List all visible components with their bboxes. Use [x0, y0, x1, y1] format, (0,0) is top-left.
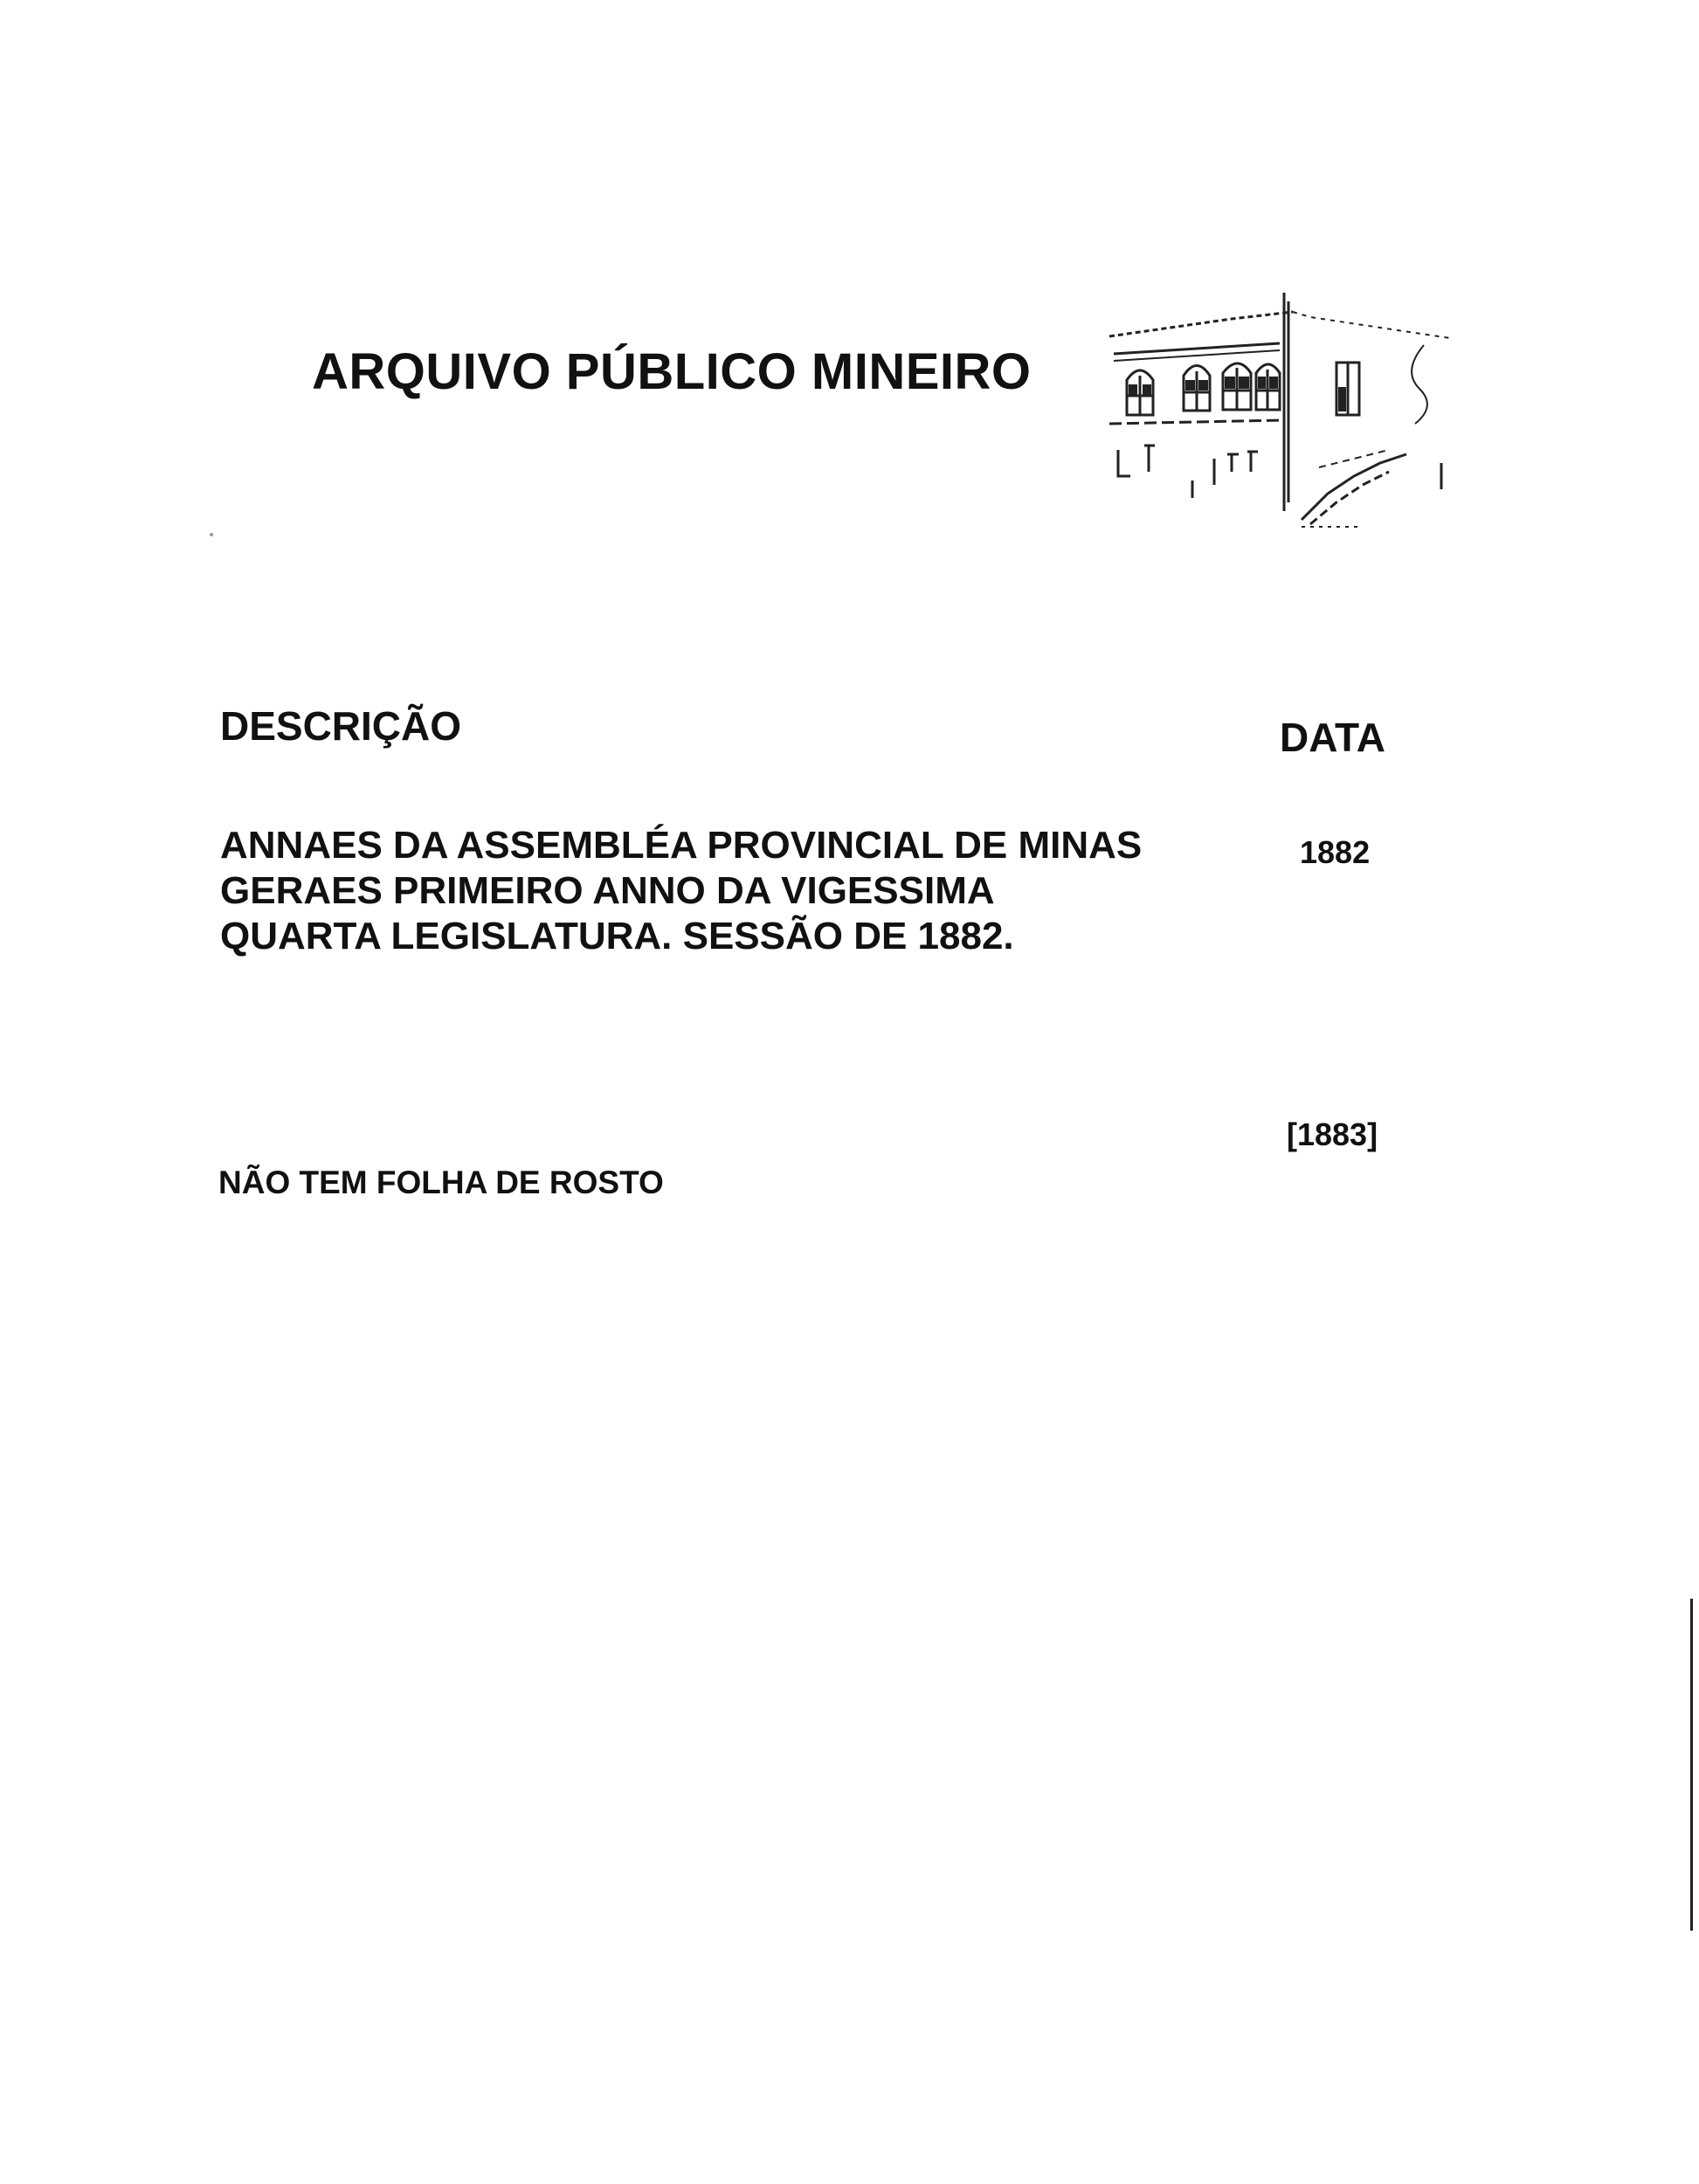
scan-edge-line	[1690, 1599, 1693, 1931]
entry-date: 1882	[1300, 834, 1371, 870]
entry-description: ANNAES DA ASSEMBLÉA PROVINCIAL DE MINAS GERAES PRIMEIRO ANNO DA VIGESSIMA QUARTA LEGISLATURA. SESSÃO DE 1882.	[220, 824, 1143, 957]
archive-building-logo	[1101, 293, 1450, 529]
description-column-header: DESCRIÇÃO	[220, 703, 462, 749]
entry-date: [1883]	[1287, 1116, 1378, 1152]
scan-speck	[210, 533, 213, 536]
archive-title: ARQUIVO PÚBLICO MINEIRO	[312, 343, 1032, 400]
date-column-header: DATA	[1280, 715, 1385, 760]
entry-note: NÃO TEM FOLHA DE ROSTO	[218, 1165, 664, 1200]
